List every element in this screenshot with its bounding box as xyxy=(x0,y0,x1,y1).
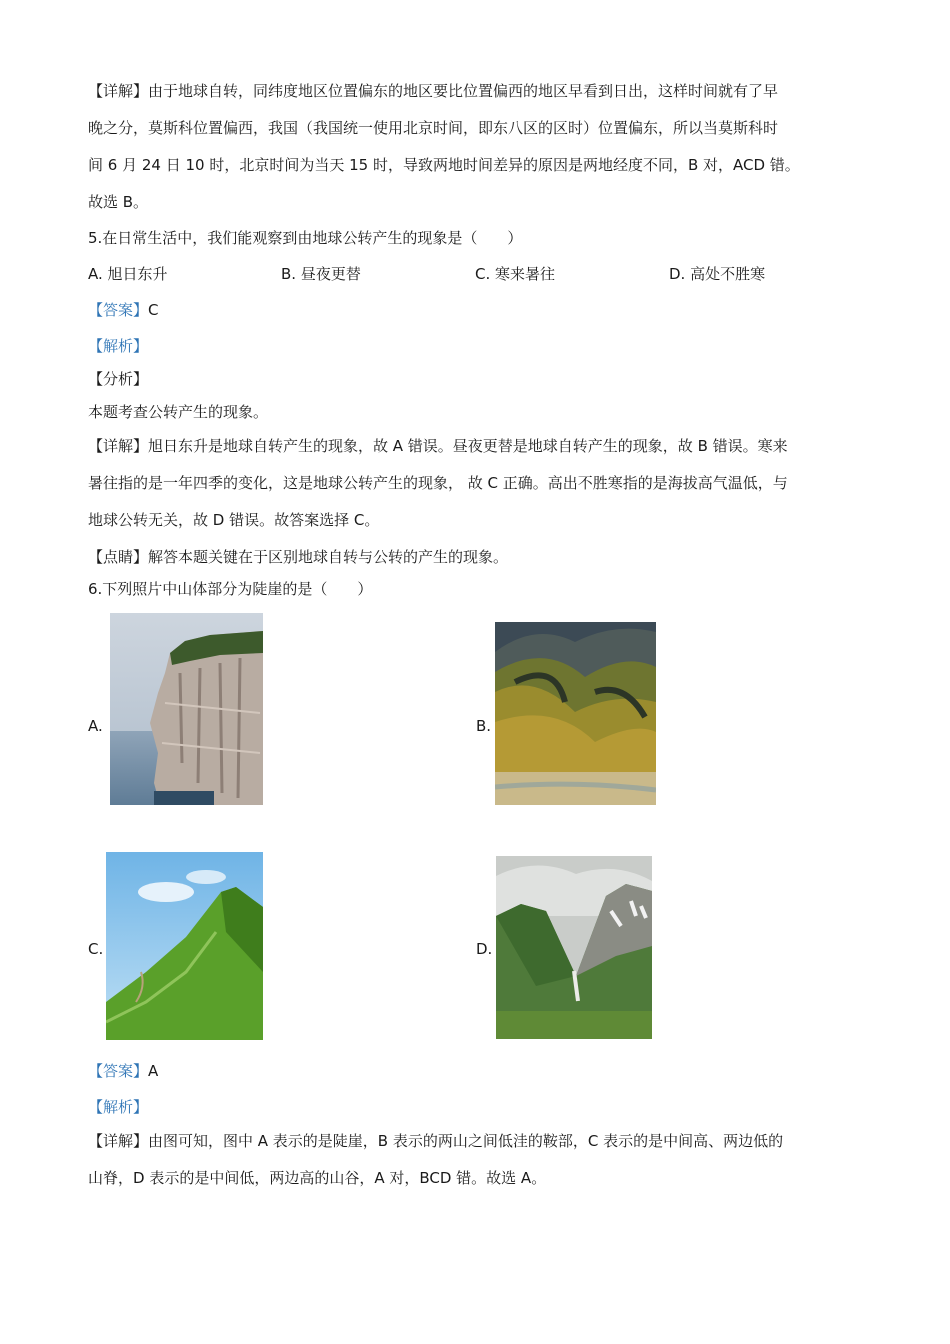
q5-stem: 5.在日常生活中，我们能观察到由地球公转产生的现象是（ ） xyxy=(88,229,523,247)
q6-analysis-tag: 【解析】 xyxy=(88,1098,149,1116)
q5-answer-line xyxy=(88,299,868,321)
q5-fenxi: 本题考查公转产生的现象。 xyxy=(88,403,269,421)
q5-option-c: C. 寒来暑往 xyxy=(475,265,556,283)
q4-detail-line-2: 晚之分，莫斯科位置偏西，我国（我国统一使用北京时间，即东八区的区时）位置偏东，所以当莫斯科时 xyxy=(88,119,779,137)
q6-label-c: C. xyxy=(88,940,104,958)
q5-dianjing: 【点睛】解答本题关键在于区别地球自转与公转的产生的现象。 xyxy=(88,548,509,566)
q5-option-d: D. 高处不胜寒 xyxy=(669,265,766,283)
q6-answer-line xyxy=(88,1060,868,1082)
q6-answer-tag: 【答案】 xyxy=(88,1062,149,1080)
ridge-photo xyxy=(106,852,263,1040)
q6-label-b: B. xyxy=(476,717,492,735)
q5-detail-line-2: 暑往指的是一年四季的变化，这是地球公转产生的现象， 故 C 正确。高出不胜寒指的是海拔高气温低，与 xyxy=(88,474,788,492)
saddle-photo xyxy=(495,622,656,805)
q5-analysis-tag: 【解析】 xyxy=(88,337,149,355)
q5-detail-line-1: 【详解】旭日东升是地球自转产生的现象，故 A 错误。昼夜更替是地球自转产生的现象，故 B 错误。寒来 xyxy=(88,437,788,455)
q6-stem: 6.下列照片中山体部分为陡崖的是（ ） xyxy=(88,580,373,598)
q6-label-a: A. xyxy=(88,717,103,735)
q4-detail-line-4: 故选 B。 xyxy=(88,193,149,211)
q6-detail-line-2: 山脊，D 表示的是中间低，两边高的山谷，A 对，BCD 错。故选 A。 xyxy=(88,1169,547,1187)
q4-detail-line-3: 间 6 月 24 日 10 时，北京时间为当天 15 时，导致两地时间差异的原因是两地经度不同，B 对，ACD 错。 xyxy=(88,156,800,174)
q5-fenxi-tag: 【分析】 xyxy=(88,370,149,388)
q5-option-a: A. 旭日东升 xyxy=(88,265,168,283)
q4-detail-line-1: 【详解】由于地球自转，同纬度地区位置偏东的地区要比位置偏西的地区早看到日出，这样时间就有了早 xyxy=(88,82,779,100)
q6-answer: A xyxy=(148,1062,159,1080)
q6-detail-line-1: 【详解】由图可知，图中 A 表示的是陡崖，B 表示的两山之间低洼的鞍部，C 表示的是中间高、两边低的 xyxy=(88,1132,784,1150)
q5-option-b: B. 昼夜更替 xyxy=(281,265,361,283)
valley-photo xyxy=(496,856,652,1039)
q5-answer-tag: 【答案】 xyxy=(88,301,149,319)
q6-label-d: D. xyxy=(476,940,493,958)
q5-answer: C xyxy=(148,301,159,319)
cliff-photo xyxy=(110,613,263,805)
q5-detail-line-3: 地球公转无关，故 D 错误。故答案选择 C。 xyxy=(88,511,380,529)
